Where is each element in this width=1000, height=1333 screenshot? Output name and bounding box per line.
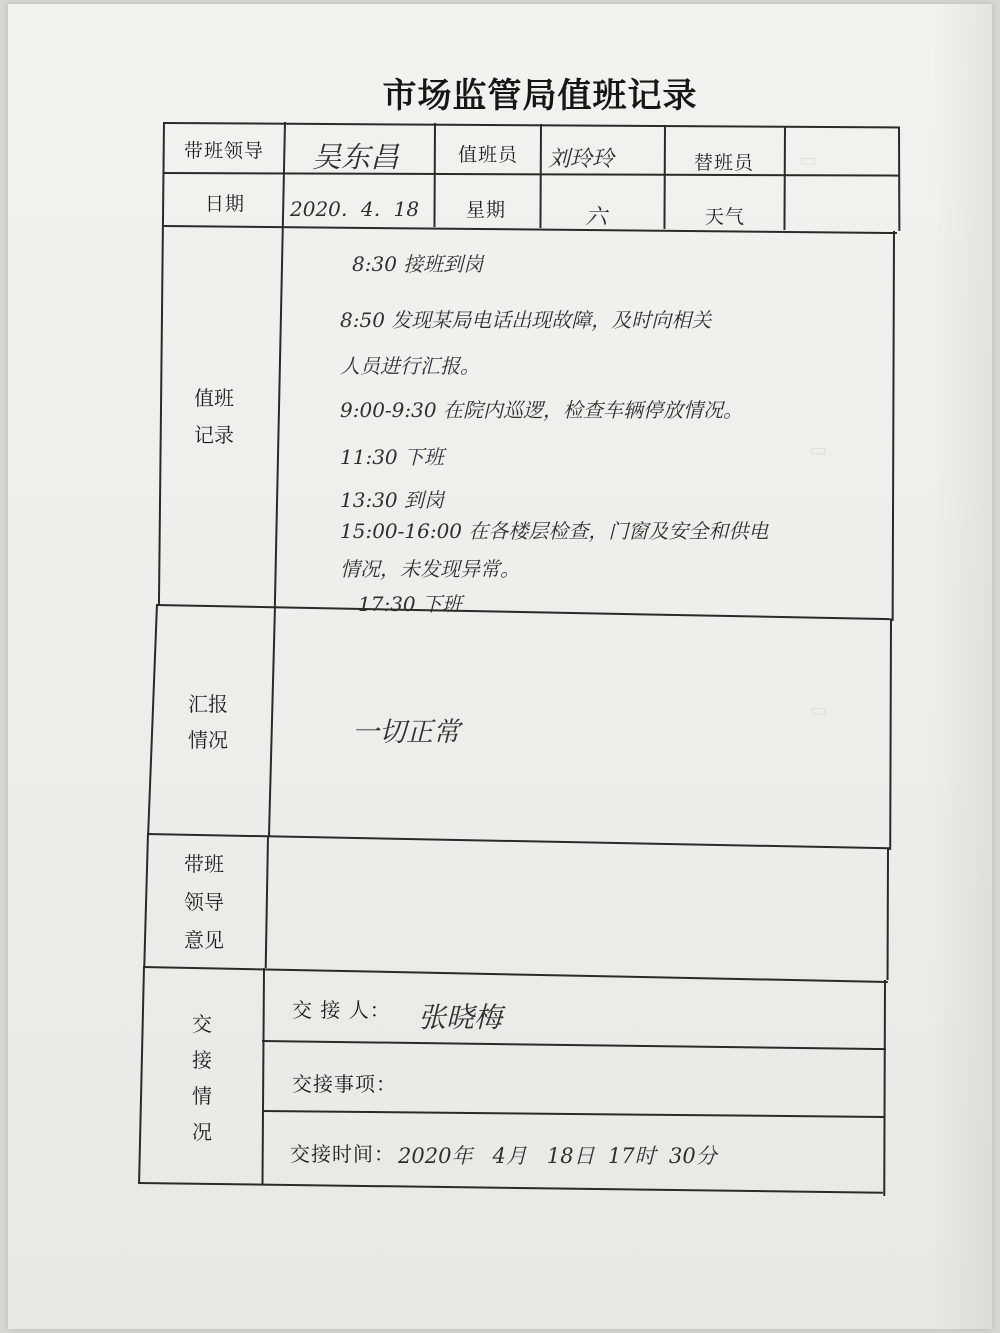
record-entry: 11:30 下班	[340, 445, 444, 469]
show-through-mark: ▭	[810, 440, 828, 461]
handover-label-3: 情	[192, 1084, 212, 1108]
record-entry: 人员进行汇报。	[340, 354, 480, 378]
substitute-label: 替班员	[694, 152, 755, 174]
record-entry: 9:00-9:30 在院内巡逻，检查车辆停放情况。	[340, 398, 743, 422]
leader-label: 带班领导	[184, 140, 265, 162]
handover-label-2: 接	[192, 1048, 212, 1072]
table-line	[898, 127, 900, 231]
duty-value: 刘玲玲	[548, 147, 615, 172]
leader-value: 吴东昌	[312, 140, 400, 174]
paper-shadow	[932, 4, 992, 1329]
handover-time-value: 2020年 4月 18日 17时 30分	[398, 1144, 717, 1168]
opinion-label-3: 意见	[184, 928, 224, 952]
show-through-mark: ▭	[800, 150, 818, 171]
record-entry: 8:30 接班到岗	[352, 252, 484, 276]
record-entry: 15:00-16:00 在各楼层检查，门窗及安全和供电	[340, 519, 769, 543]
duty-label: 值班员	[458, 144, 519, 166]
report-label-1: 汇报	[188, 692, 228, 716]
handover-person-label: 交 接 人：	[292, 998, 391, 1022]
opinion-label-1: 带班	[184, 852, 224, 876]
date-label: 日期	[205, 193, 246, 215]
opinion-label-2: 领导	[184, 890, 224, 914]
report-value: 一切正常	[352, 717, 460, 748]
report-label-2: 情况	[188, 728, 228, 752]
handover-matters-label: 交接事项：	[292, 1072, 397, 1096]
document-title: 市场监管局值班记录	[382, 76, 698, 116]
weekday-label: 星期	[466, 199, 507, 221]
record-entry: 13:30 到岗	[340, 488, 444, 512]
handover-time-label: 交接时间：	[290, 1142, 395, 1166]
record-label-2: 记录	[194, 423, 234, 447]
record-entry: 17:30 下班	[358, 592, 462, 616]
handover-label-4: 况	[192, 1120, 212, 1144]
handover-label-1: 交	[192, 1012, 212, 1036]
record-entry: 情况，未发现异常。	[340, 557, 520, 581]
record-entry: 8:50 发现某局电话出现故障，及时向相关	[340, 308, 712, 332]
handover-person-value: 张晓梅	[418, 1001, 503, 1034]
record-label-1: 值班	[194, 386, 234, 410]
show-through-mark: ▭	[810, 700, 828, 721]
weekday-value: 六	[585, 205, 608, 230]
weather-label: 天气	[705, 206, 746, 228]
date-value: 2020．4．18	[290, 197, 420, 221]
